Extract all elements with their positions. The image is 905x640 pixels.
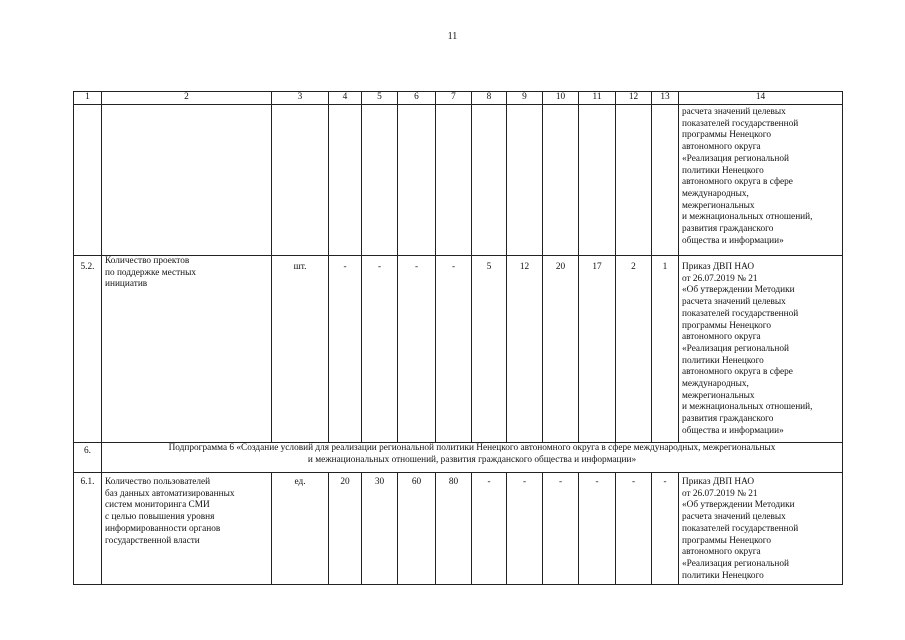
value-cell: 30 bbox=[362, 473, 398, 585]
column-header: 5 bbox=[362, 92, 398, 105]
basis-cell bbox=[679, 473, 843, 585]
value-cell: - bbox=[436, 256, 472, 443]
basis-line: «Реализация региональной bbox=[682, 558, 789, 569]
basis-line: автономного округа в сфере bbox=[682, 177, 793, 188]
unit-cell: ед. bbox=[272, 473, 329, 585]
basis-line: показателей государственной bbox=[682, 118, 799, 129]
basis-line: автономного округа в сфере bbox=[682, 367, 793, 378]
value-cell: - bbox=[616, 473, 652, 585]
value-cell: 20 bbox=[543, 256, 579, 443]
column-header: 14 bbox=[679, 92, 843, 105]
row-number: 5.2. bbox=[74, 256, 102, 443]
column-header: 1 bbox=[74, 92, 102, 105]
indicators-table bbox=[73, 91, 843, 585]
value-cell: - bbox=[329, 256, 362, 443]
basis-line: расчета значений целевых bbox=[682, 297, 786, 308]
row-number: 6.1. bbox=[74, 473, 102, 585]
value-cell: - bbox=[543, 473, 579, 585]
column-header-row bbox=[74, 92, 843, 105]
indicator-name bbox=[102, 256, 272, 443]
basis-line: «Реализация региональной bbox=[682, 343, 789, 354]
value-cell: - bbox=[579, 473, 616, 585]
value-cell: - bbox=[398, 256, 436, 443]
number-cell bbox=[74, 105, 102, 256]
basis-line: автономного округа bbox=[682, 142, 761, 153]
basis-line: общества и информации» bbox=[682, 235, 784, 246]
column-header: 11 bbox=[579, 92, 616, 105]
basis-line: развития гражданского bbox=[682, 224, 774, 235]
indicator-name-line: информированности органов bbox=[105, 523, 221, 534]
basis-line: международных, bbox=[682, 188, 749, 199]
indicator-name bbox=[102, 473, 272, 585]
basis-line: программы Ненецкого bbox=[682, 535, 772, 546]
value-cell: - bbox=[507, 473, 543, 585]
basis-line: политики Ненецкого bbox=[682, 570, 764, 581]
indicator-name-line: по поддержке местных bbox=[105, 267, 196, 278]
basis-line: «Реализация региональной bbox=[682, 153, 789, 164]
basis-cell bbox=[679, 105, 843, 256]
basis-line: автономного округа bbox=[682, 332, 761, 343]
unit-cell: шт. bbox=[272, 256, 329, 443]
basis-cell bbox=[679, 256, 843, 443]
column-header: 7 bbox=[436, 92, 472, 105]
value-cell: 17 bbox=[579, 256, 616, 443]
column-header: 13 bbox=[652, 92, 679, 105]
basis-line: от 26.07.2019 № 21 bbox=[682, 488, 758, 499]
basis-line: показателей государственной bbox=[682, 308, 799, 319]
basis-line: международных, bbox=[682, 379, 749, 390]
basis-line: показателей государственной bbox=[682, 523, 799, 534]
column-header: 4 bbox=[329, 92, 362, 105]
basis-line: межрегиональных bbox=[682, 390, 755, 401]
value-cell: 1 bbox=[652, 256, 679, 443]
indicator-name-line: Количество проектов bbox=[105, 256, 190, 266]
table-row-6-1 bbox=[74, 473, 843, 585]
basis-line: программы Ненецкого bbox=[682, 130, 772, 141]
column-header: 10 bbox=[543, 92, 579, 105]
value-cell: 2 bbox=[616, 256, 652, 443]
subprogram-title-line: и межнациональных отношений, развития гражданского общества и информации» bbox=[307, 454, 637, 465]
basis-line: политики Ненецкого bbox=[682, 355, 764, 366]
value-cell: - bbox=[362, 256, 398, 443]
column-header: 6 bbox=[398, 92, 436, 105]
value-cell: 12 bbox=[507, 256, 543, 443]
indicator-name-line: систем мониторинга СМИ bbox=[105, 500, 210, 511]
basis-line: автономного округа bbox=[682, 547, 761, 558]
column-header: 9 bbox=[507, 92, 543, 105]
basis-line: общества и информации» bbox=[682, 425, 784, 436]
indicator-name-line: государственной власти bbox=[105, 535, 200, 546]
indicator-name-line: с целью повышения уровня bbox=[105, 512, 215, 523]
indicator-name-cell bbox=[102, 105, 272, 256]
value-cell: 60 bbox=[398, 473, 436, 585]
subprogram-title bbox=[102, 443, 843, 473]
basis-line: и межнациональных отношений, bbox=[682, 402, 813, 413]
basis-line: «Об утверждении Методики bbox=[682, 500, 795, 511]
column-header: 12 bbox=[616, 92, 652, 105]
value-cell: - bbox=[652, 473, 679, 585]
indicator-name-line: инициатив bbox=[105, 279, 148, 290]
value-cell: 5 bbox=[472, 256, 507, 443]
basis-line: расчета значений целевых bbox=[682, 107, 786, 117]
basis-line: развития гражданского bbox=[682, 414, 774, 425]
row-number: 6. bbox=[74, 443, 102, 473]
basis-line: межрегиональных bbox=[682, 200, 755, 211]
page-number: 11 bbox=[447, 31, 458, 42]
basis-line: Приказ ДВП НАО bbox=[682, 262, 755, 272]
indicator-name-line: Количество пользователей bbox=[105, 477, 211, 487]
basis-line: Приказ ДВП НАО bbox=[682, 477, 755, 487]
value-cell: - bbox=[472, 473, 507, 585]
value-cell: 80 bbox=[436, 473, 472, 585]
value-cell: 20 bbox=[329, 473, 362, 585]
indicator-name-line: баз данных автоматизированных bbox=[105, 488, 235, 499]
column-header: 2 bbox=[102, 92, 272, 105]
basis-line: «Об утверждении Методики bbox=[682, 285, 795, 296]
table-row-continuation bbox=[74, 105, 843, 256]
subprogram-title-line: Подпрограмма 6 «Создание условий для реализации региональной политики Ненецкого автономного округа в сфере международных, межрегиональных bbox=[168, 443, 776, 453]
column-header: 3 bbox=[272, 92, 329, 105]
unit-cell bbox=[272, 105, 329, 256]
basis-line: политики Ненецкого bbox=[682, 165, 764, 176]
basis-line: и межнациональных отношений, bbox=[682, 212, 813, 223]
basis-line: программы Ненецкого bbox=[682, 320, 772, 331]
basis-line: от 26.07.2019 № 21 bbox=[682, 273, 758, 284]
table-row-5-2 bbox=[74, 256, 843, 443]
column-header: 8 bbox=[472, 92, 507, 105]
table-row-6-subprogram bbox=[74, 443, 843, 473]
basis-line: расчета значений целевых bbox=[682, 512, 786, 523]
